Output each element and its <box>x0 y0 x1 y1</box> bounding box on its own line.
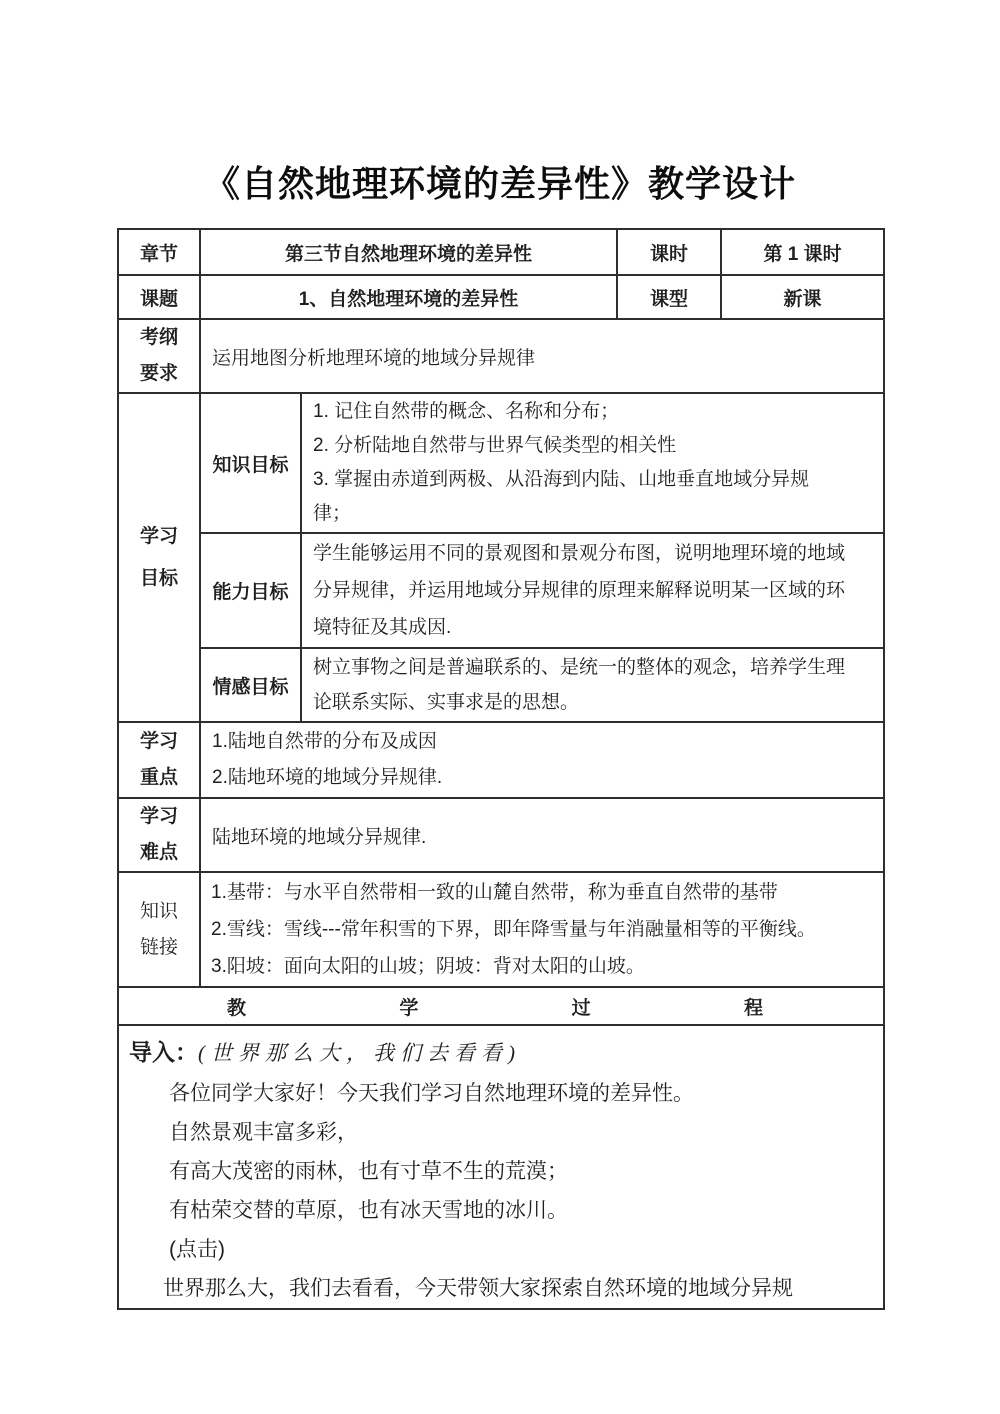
difficult-points-label-line2: 难点 <box>139 842 178 863</box>
table-row-emotion-objective <box>118 648 884 722</box>
objectives-label-line2: 目标 <box>139 567 178 589</box>
period-value: 第 1 课时 <box>721 229 884 275</box>
knowledge-link-item: 1.基带：与水平自然带相一致的山麓自然带，称为垂直自然带的基带 <box>211 882 778 903</box>
knowledge-link-item: 3.阳坡：面向太阳的山坡；阴坡：背对太阳的山坡。 <box>211 956 645 977</box>
emotion-objective-content: 树立事物之间是普遍联系的、是统一的整体的观念，培养学生理论联系实际、实事求是的思想。 <box>301 648 884 722</box>
table-row-process-header <box>118 987 884 1025</box>
topic-label: 课题 <box>118 275 200 319</box>
intro-quote: (世界那么大，我们去看看) <box>198 1041 521 1065</box>
difficult-points-label-line1: 学习 <box>139 806 178 827</box>
knowledge-link-item: 2.雪线：雪线---常年积雪的下界，即年降雪量与年消融量相等的平衡线。 <box>211 919 816 940</box>
process-paragraph: 自然景观丰富多彩， <box>169 1121 358 1144</box>
key-point-item: 1.陆地自然带的分布及成因 <box>212 731 437 752</box>
process-header-char: 学 <box>399 997 419 1019</box>
page-title: 《自然地理环境的差异性》教学设计 <box>203 163 796 204</box>
key-point-item: 2.陆地环境的地域分异规律. <box>212 767 443 788</box>
key-points-content <box>200 722 884 798</box>
table-row-chapter <box>118 229 884 275</box>
intro-line <box>129 1032 873 1074</box>
key-points-label <box>118 722 200 798</box>
process-header <box>118 987 884 1025</box>
process-paragraph: 世界那么大，我们去看看，今天带领大家探索自然环境的地域分异规 <box>163 1277 793 1300</box>
table-row-exam-outline <box>118 319 884 393</box>
chapter-label: 章节 <box>118 229 200 275</box>
objectives-label <box>118 393 200 722</box>
key-points-label-line1: 学习 <box>139 731 178 752</box>
difficult-points-label <box>118 798 200 872</box>
ability-objective-label: 能力目标 <box>200 533 301 648</box>
period-label: 课时 <box>617 229 721 275</box>
table-row-key-points <box>118 722 884 798</box>
knowledge-objective-label: 知识目标 <box>200 393 301 533</box>
process-header-char: 过 <box>571 997 591 1019</box>
emotion-objective-label: 情感目标 <box>200 648 301 722</box>
exam-outline-label-line2: 要求 <box>139 363 178 384</box>
knowledge-links-label-line2: 链接 <box>139 936 178 958</box>
course-type-label: 课型 <box>617 275 721 319</box>
intro-label: 导入： <box>129 1039 198 1065</box>
knowledge-objective-content <box>301 393 884 533</box>
exam-outline-content: 运用地图分析地理环境的地域分异规律 <box>200 319 884 393</box>
knowledge-links-label <box>118 872 200 987</box>
exam-outline-label <box>118 319 200 393</box>
table-row-difficult-points <box>118 798 884 872</box>
table-row-knowledge-objective <box>118 393 884 533</box>
knowledge-item: 1. 记住自然带的概念、名称和分布； <box>313 401 620 422</box>
course-type-value: 新课 <box>721 275 884 319</box>
lesson-design-table <box>117 228 885 1310</box>
process-header-char: 教 <box>227 997 247 1019</box>
process-paragraph: (点击) <box>169 1238 225 1261</box>
objectives-label-line1: 学习 <box>139 525 178 547</box>
difficult-points-content: 陆地环境的地域分异规律. <box>200 798 884 872</box>
table-row-ability-objective <box>118 533 884 648</box>
knowledge-links-label-line1: 知识 <box>139 900 178 922</box>
knowledge-item: 3. 掌握由赤道到两极、从沿海到内陆、山地垂直地域分异规律； <box>313 469 810 524</box>
table-row-topic <box>118 275 884 319</box>
exam-outline-label-line1: 考纲 <box>139 327 178 348</box>
teaching-process-content <box>118 1025 884 1309</box>
key-points-label-line2: 重点 <box>139 767 178 788</box>
ability-objective-content: 学生能够运用不同的景观图和景观分布图，说明地理环境的地域分异规律，并运用地域分异规律的原理来解释说明某一区域的环境特征及其成因. <box>301 533 884 648</box>
table-row-teaching-process <box>118 1025 884 1309</box>
process-paragraph: 有枯荣交替的草原，也有冰天雪地的冰川。 <box>169 1199 568 1222</box>
process-paragraph: 各位同学大家好！今天我们学习自然地理环境的差异性。 <box>169 1082 694 1105</box>
table-row-knowledge-links <box>118 872 884 987</box>
knowledge-item: 2. 分析陆地自然带与世界气候类型的相关性 <box>313 435 677 456</box>
process-paragraph: 有高大茂密的雨林，也有寸草不生的荒漠； <box>169 1160 568 1183</box>
topic-value: 1、自然地理环境的差异性 <box>200 275 617 319</box>
process-header-char: 程 <box>743 997 763 1019</box>
chapter-value: 第三节自然地理环境的差异性 <box>200 229 617 275</box>
knowledge-links-content <box>200 872 884 987</box>
